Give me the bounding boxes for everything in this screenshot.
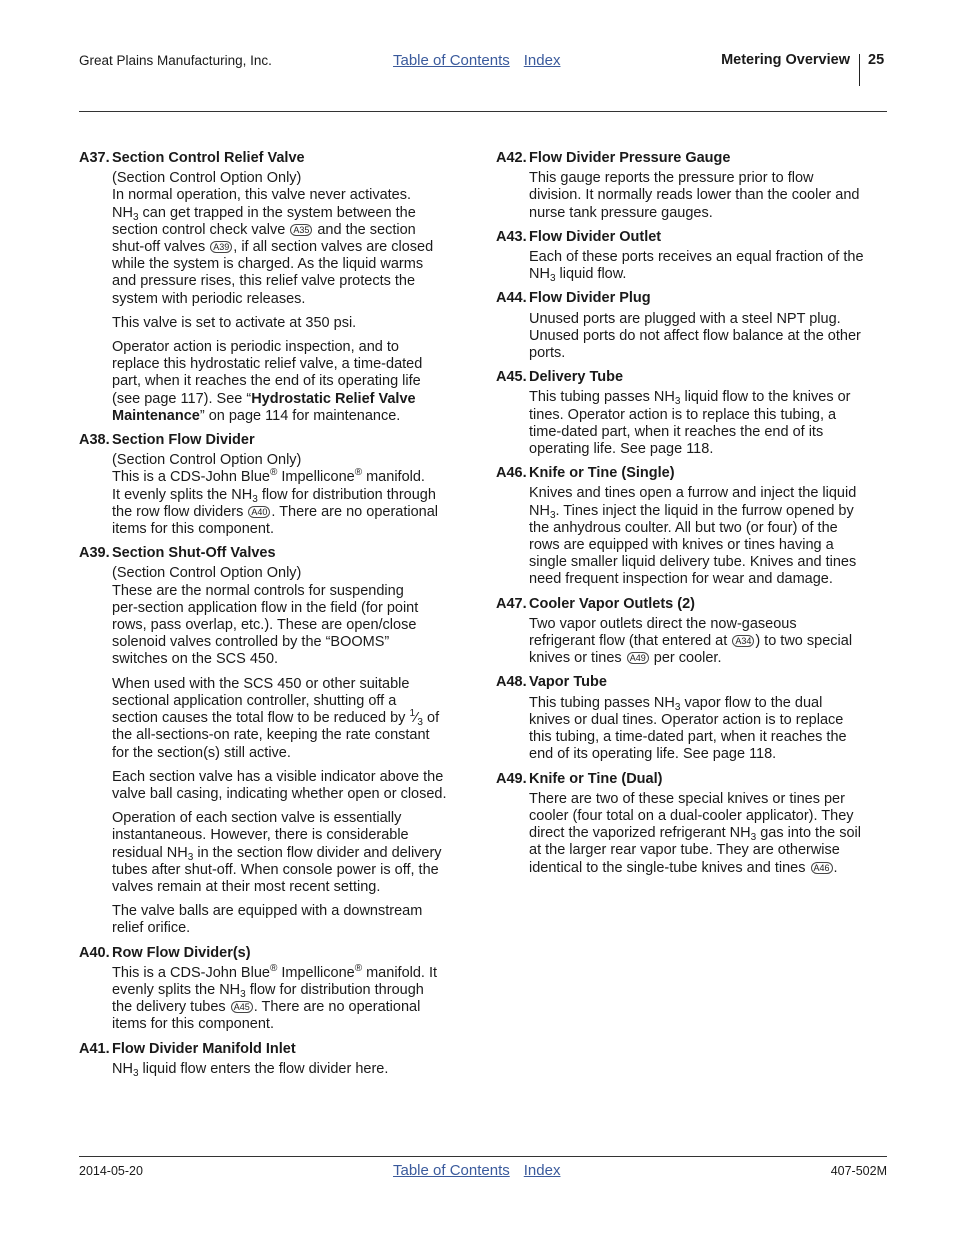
item-heading: A42. Flow Divider Pressure Gauge [496,150,731,166]
callout-ref: A40 [248,506,270,518]
item-a49 [496,771,891,877]
footer-nav [393,1162,574,1179]
left-column [79,150,474,1085]
paragraph: Operator action is periodic inspection, and to replace this hydrostatic relief valve, a time-dated part, when it reaches the end of its operating life (see page 117). See “Hydrostatic Relief Valve Maintenance” on page 114 for maintenance. [112,339,423,424]
paragraph: Two vapor outlets direct the now-gaseous refrigerant flow (that entered at A34 ) to two special knives or tines A49 per cooler. [529,615,853,667]
company-name: Great Plains Manufacturing, Inc. [79,53,272,68]
item-heading: A40. Row Flow Divider(s) [79,944,251,961]
item-heading: A39. Section Shut-Off Valves [79,545,276,562]
callout-ref: A46 [811,862,833,874]
item-heading: A43. Flow Divider Outlet [496,228,662,245]
paragraph: This valve is set to activate at 350 psi. [112,314,357,331]
callout-ref: A35 [290,224,312,236]
item-a47 [496,596,891,668]
toc-link[interactable]: Table of Contents [393,52,510,69]
footer-rule [79,1156,887,1157]
page-number: 25 [868,52,885,68]
right-column [496,150,891,884]
item-heading: A48. Vapor Tube [496,674,607,691]
paragraph: Each of these ports receives an equal fraction of the $NH_3$ liquid flow. [529,249,864,285]
item-a45 [496,369,891,458]
callout-ref: A34 [732,635,754,647]
item-a38 [79,432,474,538]
paragraph: Unused ports are plugged with a steel NPT plug. Unused ports do not affect flow balance at the other ports. [529,310,861,362]
paragraph: (Section Control Option Only) These are the normal controls for suspending per-section application flow in the field (for point rows, pass overlap, etc.). These are open/close solenoid valves controlled by the “BOOMS” switches on the SCS 450. [112,565,419,668]
document-number: 407-502M [830,1164,887,1178]
item-a41 [79,1041,474,1078]
index-link[interactable]: Index [523,52,561,69]
paragraph: (Section Control Option Only) This is a CDS-John Blue® Impellicone® manifold. It evenly splits the $NH_3$ flow for distribution through the row flow dividers A40 . There are no operational items for this component. [112,452,439,538]
item-heading: A44. Flow Divider Plug [496,290,651,307]
item-heading: A49. Knife or Tine (Dual) [496,770,663,787]
paragraph: Operation of each section valve is essentially instantaneous. However, there is considerable residual $NH_3$ in the section flow divider and delivery tubes after shut-off. When console power is off, the valves remain at their most recent setting. [112,810,442,895]
paragraph: There are two of these special knives or tines per cooler (four total on a dual-cooler applicator). They direct the vaporized refrigerant $NH_3$ gas into the soil at the larger rear vapor tube. They are otherwise identical to the single-tube knives and tines A46 . [529,790,861,876]
callout-ref: A49 [627,652,649,664]
item-a40 [79,945,474,1034]
section-title: Metering Overview [721,52,850,68]
header-divider [859,54,860,86]
paragraph: The valve balls are equipped with a downstream relief orifice. [112,903,423,937]
item-a39 [79,545,474,937]
callout-ref: A45 [231,1001,253,1013]
item-a44 [496,290,891,362]
item-heading: A38. Section Flow Divider [79,432,255,449]
header-rule [79,111,887,112]
item-heading: A46. Knife or Tine (Single) [496,465,675,482]
item-a48 [496,674,891,763]
item-heading: A47. Cooler Vapor Outlets (2) [496,595,695,612]
paragraph: This is a CDS-John Blue® Impellicone® manifold. It evenly splits the $NH_3$ flow for distribution through the delivery tubes A45 . There are no operational items for this component. [112,962,438,1033]
page-header [0,0,954,112]
item-a37 [79,150,474,425]
paragraph: When used with the SCS 450 or other suitable sectional application controller, shutting off a section causes the total flow to be reduced by $^1⁄_3$ of the all-sections-on rate, keeping the rate constant for the section(s) still active. [112,675,440,761]
toc-link[interactable]: Table of Contents [393,1162,510,1179]
item-a42 [496,150,891,222]
header-nav [393,52,574,69]
item-heading: A37. Section Control Relief Valve [79,150,305,166]
item-heading: A41. Flow Divider Manifold Inlet [79,1040,296,1057]
footer-date: 2014-05-20 [79,1164,143,1178]
paragraph: $NH_3$ liquid flow enters the flow divider here. [112,1060,389,1079]
item-a46 [496,465,891,588]
paragraph: This gauge reports the pressure prior to flow division. It normally reads lower than the cooler and nurse tank pressure gauges. [529,170,860,221]
paragraph: This tubing passes $NH_3$ vapor flow to the dual knives or dual tines. Operator action is to replace this tubing, a time-dated part, when it reaches the end of its operating life. See page 118. [529,694,847,763]
callout-ref: A39 [210,241,232,253]
item-a43 [496,229,891,284]
paragraph: Each section valve has a visible indicator above the valve ball casing, indicating whether open or closed. [112,768,447,802]
paragraph: This tubing passes $NH_3$ liquid flow to the knives or tines. Operator action is to replace this tubing, a time-dated part, when it reaches the end of its operating life. See page 118. [529,389,851,458]
item-heading: A45. Delivery Tube [496,369,624,386]
index-link[interactable]: Index [523,1162,561,1179]
paragraph: Knives and tines open a furrow and inject the liquid $NH_3$. Tines inject the liquid in the furrow opened by the anhydrous coulter. All but two (or four) of the rows are equipped with knives or tines having a single smaller liquid delivery tube. Knives and tines need frequent inspection for wear and damage. [529,485,857,588]
paragraph: (Section Control Option Only) In normal operation, this valve never activates. $NH_3$ can get trapped in the system between the section control check valve A35 and the section shut-off valves A39 , if all section valves are closed while the system is charged. As the liquid warms and pressure rises, this relief valve protects the system with periodic releases. [112,170,434,307]
